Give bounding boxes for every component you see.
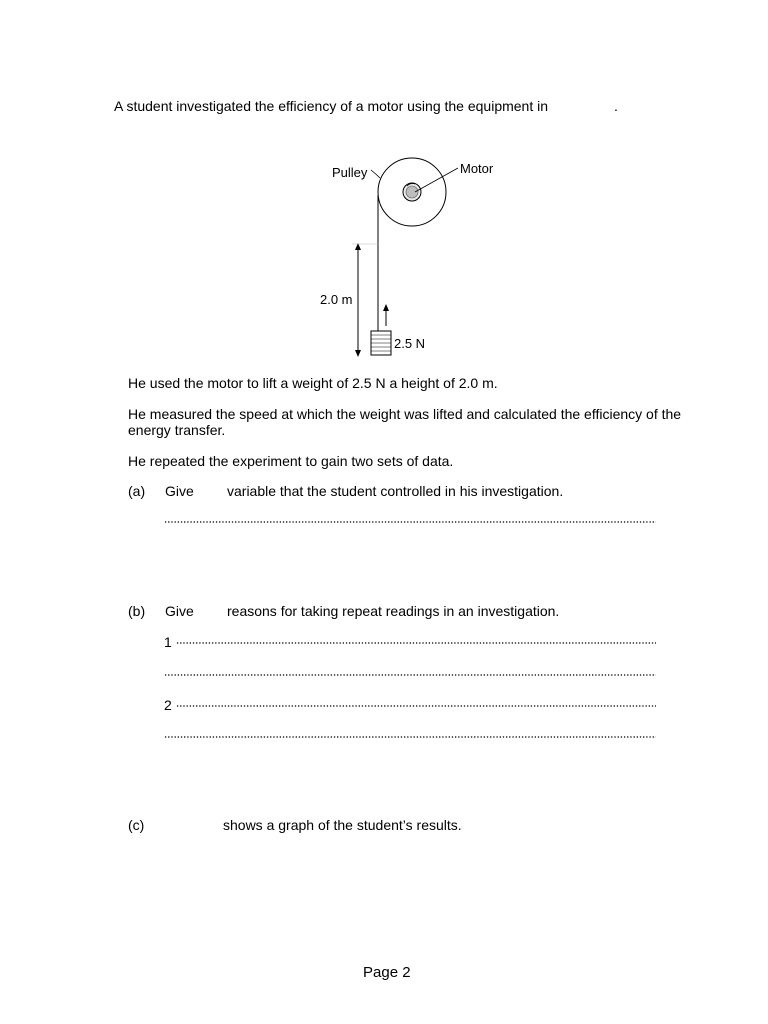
answer-number-1: 1 <box>164 634 172 650</box>
paragraph-1: He used the motor to lift a weight of 2.5 N a height of 2.0 m. <box>128 375 498 391</box>
answer-number-2: 2 <box>164 697 172 713</box>
question-a-give: Give <box>165 483 194 499</box>
pulley-label: Pulley <box>332 165 368 180</box>
answer-line-a[interactable] <box>164 521 656 527</box>
question-b-label: (b) <box>128 603 146 619</box>
intro-period: . <box>614 98 618 114</box>
question-c-label: (c) <box>128 817 145 833</box>
answer-line-b2-second[interactable] <box>164 736 656 742</box>
pulley-motor-diagram <box>300 150 510 365</box>
question-a-label: (a) <box>128 483 146 499</box>
question-a-text: variable that the student controlled in his investigation. <box>227 483 564 499</box>
height-label: 2.0 m <box>320 292 353 307</box>
answer-line-b2-first[interactable] <box>176 705 656 711</box>
question-b-give: Give <box>165 603 194 619</box>
paragraph-2-line-2: energy transfer. <box>128 422 226 438</box>
page-number: Page 2 <box>363 964 411 981</box>
answer-line-b1-second[interactable] <box>164 674 656 680</box>
weight-label: 2.5 N <box>394 336 426 351</box>
intro-text: A student investigated the efficiency of a motor using the equipment in <box>114 98 549 114</box>
paragraph-3: He repeated the experiment to gain two sets of data. <box>128 453 454 469</box>
paragraph-2-line-1: He measured the speed at which the weight was lifted and calculated the efficiency of the <box>128 406 682 422</box>
answer-line-b1-first[interactable] <box>176 642 656 648</box>
question-c-text: shows a graph of the student’s results. <box>223 817 462 833</box>
question-b-text: reasons for taking repeat readings in an investigation. <box>227 603 560 619</box>
motor-label: Motor <box>460 161 494 176</box>
